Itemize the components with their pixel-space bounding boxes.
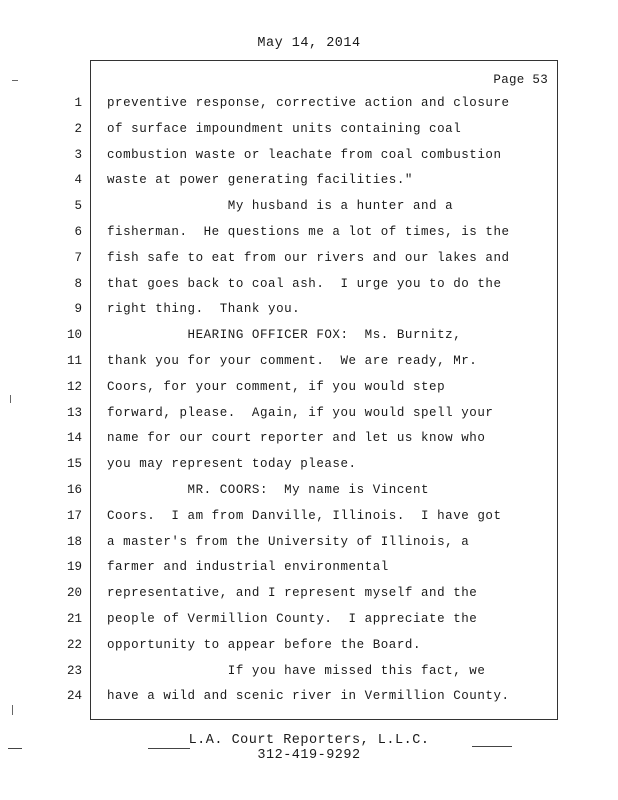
transcript-line-text: right thing. Thank you.	[107, 302, 301, 317]
line-number: 19	[66, 560, 82, 575]
page-number-label: Page 53	[493, 73, 548, 87]
transcript-line-text: HEARING OFFICER FOX: Ms. Burnitz,	[107, 328, 462, 343]
transcript-line-text: of surface impoundment units containing coal	[107, 121, 462, 136]
transcript-line-text: If you have missed this fact, we	[107, 663, 486, 678]
line-number: 11	[66, 354, 82, 368]
line-number: 6	[74, 225, 82, 239]
page-footer	[0, 733, 618, 763]
line-number: 20	[66, 586, 82, 601]
transcript-line-text: have a wild and scenic river in Vermillion County.	[107, 689, 510, 704]
line-number: 7	[74, 250, 82, 265]
line-number: 8	[74, 276, 82, 291]
line-number: 4	[74, 173, 82, 188]
court-reporter-company: L.A. Court Reporters, L.L.C.	[188, 733, 430, 748]
line-number: 23	[66, 663, 82, 678]
transcript-line-text: people of Vermillion County. I appreciate the	[107, 612, 478, 626]
line-number: 1	[74, 96, 82, 110]
transcript-line-text: preventive response, corrective action and closure	[107, 96, 510, 110]
line-number: 13	[66, 405, 82, 420]
page-header-date: May 14, 2014	[257, 36, 361, 51]
line-number: 12	[66, 379, 82, 394]
scan-mark	[472, 746, 512, 747]
transcript-line-text: that goes back to coal ash. I urge you to do the	[107, 276, 502, 291]
scan-mark	[8, 748, 22, 749]
transcript-line-text: representative, and I represent myself and the	[107, 586, 478, 601]
line-number: 2	[74, 121, 82, 136]
scan-mark	[12, 80, 18, 81]
transcript-line-text: thank you for your comment. We are ready, Mr.	[107, 354, 478, 368]
scan-mark	[148, 748, 190, 749]
line-number: 10	[66, 328, 82, 343]
scan-mark	[12, 705, 13, 715]
transcript-line-text: waste at power generating facilities."	[107, 173, 413, 188]
transcript-line-text: MR. COORS: My name is Vincent	[107, 483, 430, 497]
transcript-line-text: you may represent today please.	[107, 457, 357, 472]
transcript-line-text: Coors. I am from Danville, Illinois. I have got	[107, 508, 502, 523]
transcript-line-text: My husband is a hunter and a	[107, 199, 454, 214]
transcript-line-text: combustion waste or leachate from coal combustion	[107, 147, 502, 162]
transcript-line-text: opportunity to appear before the Board.	[107, 637, 421, 652]
line-number: 22	[66, 637, 82, 652]
line-number: 24	[66, 689, 82, 704]
line-number: 3	[74, 147, 82, 162]
line-number: 5	[74, 199, 82, 214]
transcript-line-text: fish safe to eat from our rivers and our lakes and	[107, 250, 510, 265]
court-reporter-phone: 312-419-9292	[257, 748, 361, 763]
line-number: 17	[66, 508, 82, 523]
transcript-line-text: a master's from the University of Illinois, a	[107, 534, 470, 549]
transcript-line-text: farmer and industrial environmental	[107, 560, 389, 575]
transcript-line-text: forward, please. Again, if you would spell your	[107, 405, 494, 420]
transcript-line-text: fisherman. He questions me a lot of times, is the	[107, 225, 510, 239]
transcript-line-text: name for our court reporter and let us know who	[107, 431, 486, 446]
line-number: 18	[66, 534, 82, 549]
transcript-line-text: Coors, for your comment, if you would step	[107, 379, 446, 394]
line-number: 14	[66, 431, 82, 446]
line-number: 16	[66, 483, 82, 497]
line-number: 21	[66, 612, 82, 626]
scan-mark	[10, 395, 11, 403]
line-number: 9	[74, 302, 82, 317]
line-number: 15	[66, 457, 82, 472]
